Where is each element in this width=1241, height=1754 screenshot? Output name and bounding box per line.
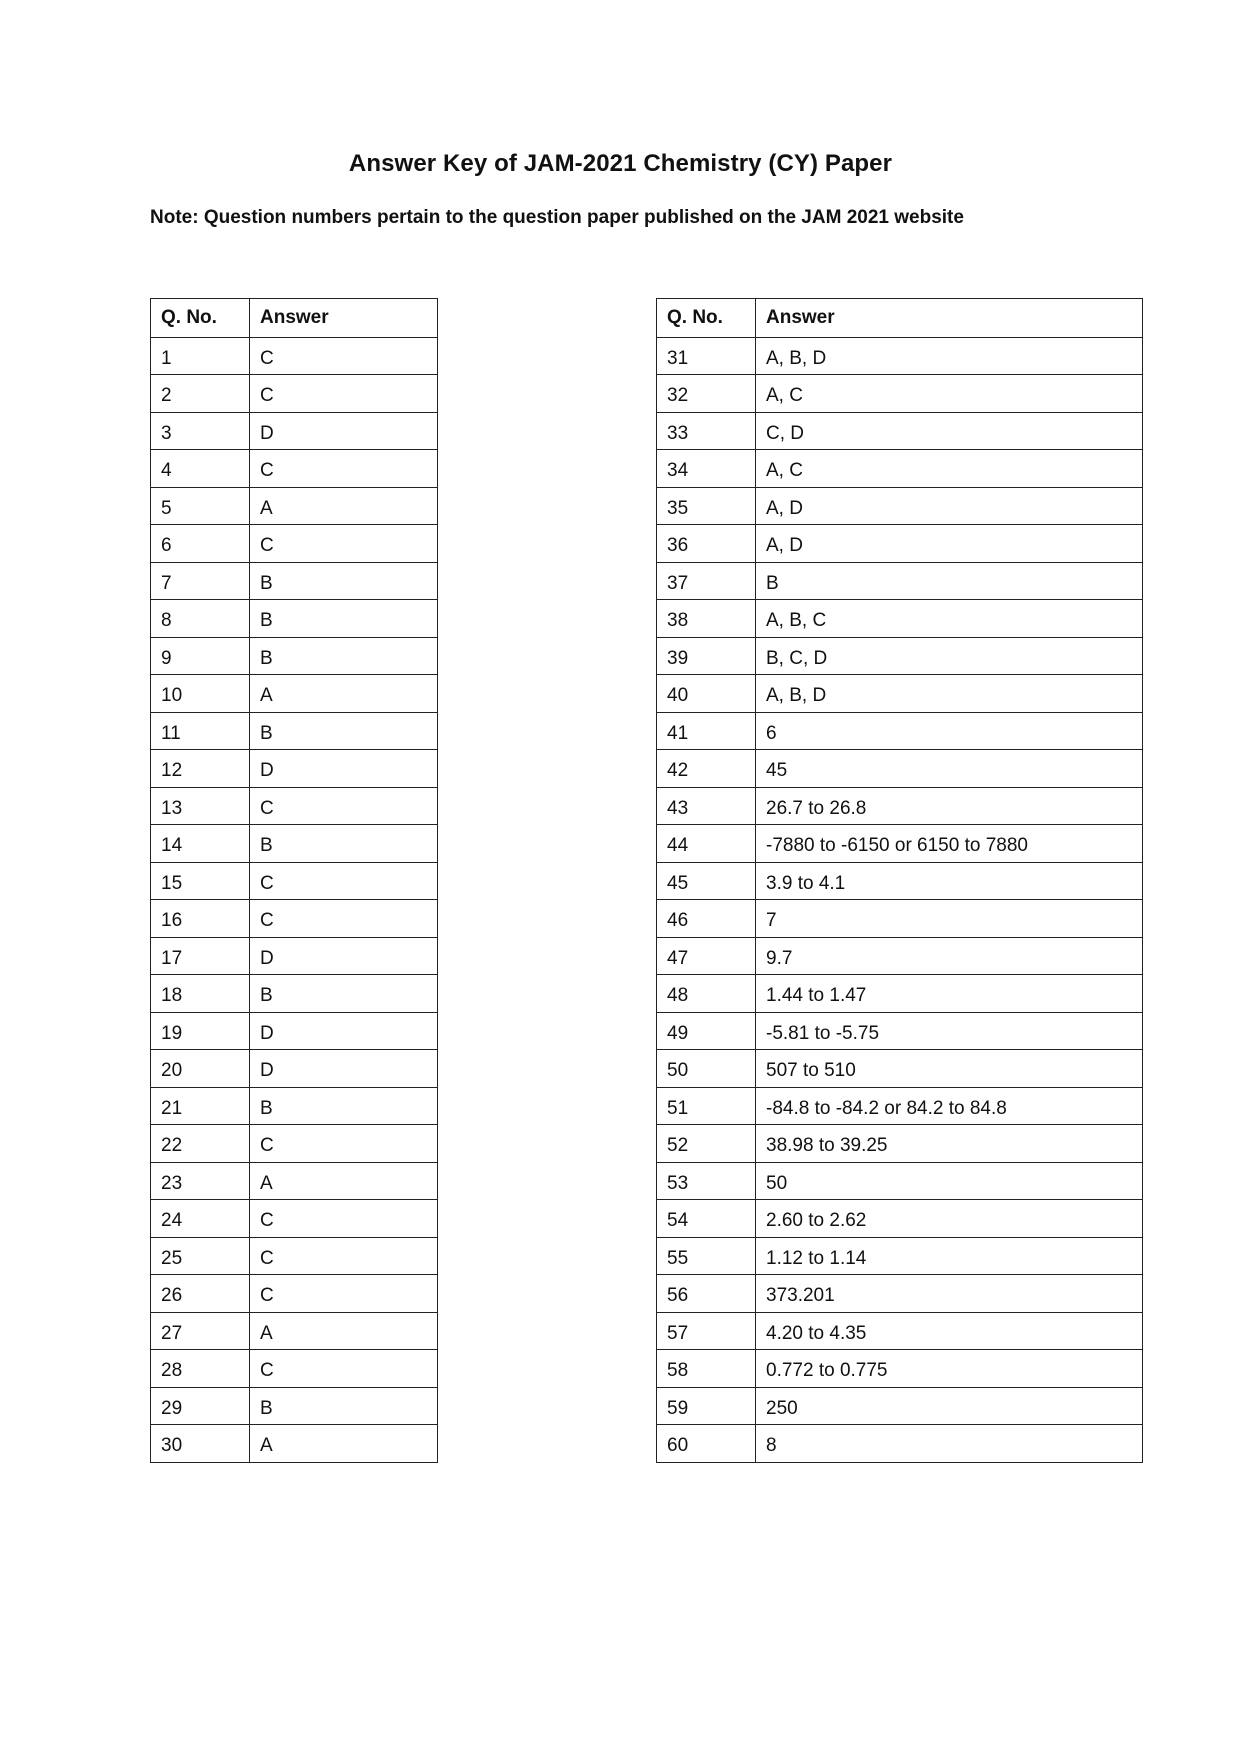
- table-row: [151, 1312, 438, 1350]
- table-row: [151, 450, 438, 488]
- question-number: 53: [657, 1162, 756, 1200]
- question-number: 52: [657, 1125, 756, 1163]
- question-number: 36: [657, 525, 756, 563]
- question-number: 42: [657, 750, 756, 788]
- answer-table-right: [656, 298, 1143, 1463]
- answer-value: C: [250, 1200, 438, 1238]
- question-number: 46: [657, 900, 756, 938]
- answer-value: B: [250, 637, 438, 675]
- table-row: [657, 975, 1143, 1013]
- table-row: [151, 750, 438, 788]
- answer-value: 250: [756, 1387, 1143, 1425]
- table-row: [151, 375, 438, 413]
- answer-value: 2.60 to 2.62: [756, 1200, 1143, 1238]
- answer-value: A, C: [756, 450, 1143, 488]
- answer-value: A, B, D: [756, 337, 1143, 375]
- table-row: [657, 675, 1143, 713]
- answer-value: A, D: [756, 525, 1143, 563]
- table-row: [657, 750, 1143, 788]
- answer-value: C: [250, 1275, 438, 1313]
- answer-value: -7880 to -6150 or 6150 to 7880: [756, 825, 1143, 863]
- answer-value: 45: [756, 750, 1143, 788]
- question-number: 48: [657, 975, 756, 1013]
- question-number: 25: [151, 1237, 250, 1275]
- table-row: [151, 412, 438, 450]
- question-number: 37: [657, 562, 756, 600]
- answer-value: C: [250, 862, 438, 900]
- table-row: [151, 937, 438, 975]
- question-number: 22: [151, 1125, 250, 1163]
- table-row: [151, 1387, 438, 1425]
- table-row: [657, 1050, 1143, 1088]
- table-row: [657, 412, 1143, 450]
- table-row: [151, 675, 438, 713]
- table-row: [151, 1425, 438, 1463]
- answer-value: D: [250, 1012, 438, 1050]
- table-row: [151, 1275, 438, 1313]
- table-row: [151, 1200, 438, 1238]
- answer-value: B: [250, 712, 438, 750]
- table-row: [151, 1087, 438, 1125]
- answer-value: B: [250, 1087, 438, 1125]
- header-qno: Q. No.: [657, 299, 756, 338]
- table-row: [657, 1275, 1143, 1313]
- question-number: 12: [151, 750, 250, 788]
- answer-value: A: [250, 1312, 438, 1350]
- header-answer: Answer: [250, 299, 438, 338]
- answer-value: B: [250, 1387, 438, 1425]
- answer-value: 4.20 to 4.35: [756, 1312, 1143, 1350]
- question-number: 59: [657, 1387, 756, 1425]
- answer-table-left: [150, 298, 438, 1463]
- answer-value: A, D: [756, 487, 1143, 525]
- question-number: 58: [657, 1350, 756, 1388]
- question-number: 34: [657, 450, 756, 488]
- answer-value: C: [250, 900, 438, 938]
- answer-value: C: [250, 337, 438, 375]
- question-number: 19: [151, 1012, 250, 1050]
- table-row: [151, 825, 438, 863]
- table-row: [151, 712, 438, 750]
- question-number: 30: [151, 1425, 250, 1463]
- question-number: 24: [151, 1200, 250, 1238]
- table-row: [151, 487, 438, 525]
- question-number: 6: [151, 525, 250, 563]
- question-number: 47: [657, 937, 756, 975]
- answer-value: 26.7 to 26.8: [756, 787, 1143, 825]
- question-number: 11: [151, 712, 250, 750]
- question-number: 60: [657, 1425, 756, 1463]
- answer-value: C: [250, 450, 438, 488]
- question-number: 57: [657, 1312, 756, 1350]
- answer-value: 3.9 to 4.1: [756, 862, 1143, 900]
- table-row: [657, 937, 1143, 975]
- header-qno: Q. No.: [151, 299, 250, 338]
- answer-value: 0.772 to 0.775: [756, 1350, 1143, 1388]
- question-number: 38: [657, 600, 756, 638]
- table-row: [657, 1087, 1143, 1125]
- answer-value: D: [250, 412, 438, 450]
- question-number: 8: [151, 600, 250, 638]
- answer-value: -84.8 to -84.2 or 84.2 to 84.8: [756, 1087, 1143, 1125]
- question-number: 43: [657, 787, 756, 825]
- question-number: 28: [151, 1350, 250, 1388]
- table-row: [151, 1162, 438, 1200]
- answer-value: A: [250, 1425, 438, 1463]
- answer-value: 373.201: [756, 1275, 1143, 1313]
- question-number: 16: [151, 900, 250, 938]
- table-row: [657, 900, 1143, 938]
- answer-value: 50: [756, 1162, 1143, 1200]
- question-number: 44: [657, 825, 756, 863]
- table-row: [657, 1387, 1143, 1425]
- table-row: [657, 1350, 1143, 1388]
- question-number: 21: [151, 1087, 250, 1125]
- answer-value: D: [250, 1050, 438, 1088]
- question-number: 15: [151, 862, 250, 900]
- table-row: [657, 1200, 1143, 1238]
- table-row: [657, 375, 1143, 413]
- table-row: [151, 1237, 438, 1275]
- question-number: 3: [151, 412, 250, 450]
- question-number: 56: [657, 1275, 756, 1313]
- answer-value: A, B, D: [756, 675, 1143, 713]
- question-number: 9: [151, 637, 250, 675]
- answer-value: D: [250, 750, 438, 788]
- question-number: 40: [657, 675, 756, 713]
- answer-value: 6: [756, 712, 1143, 750]
- question-number: 13: [151, 787, 250, 825]
- answer-value: C: [250, 787, 438, 825]
- table-row: [657, 712, 1143, 750]
- answer-value: C: [250, 1350, 438, 1388]
- table-row: [151, 975, 438, 1013]
- question-number: 45: [657, 862, 756, 900]
- question-number: 20: [151, 1050, 250, 1088]
- table-row: [151, 862, 438, 900]
- question-number: 18: [151, 975, 250, 1013]
- table-row: [657, 1012, 1143, 1050]
- table-row: [151, 600, 438, 638]
- question-number: 29: [151, 1387, 250, 1425]
- answer-value: 507 to 510: [756, 1050, 1143, 1088]
- question-number: 5: [151, 487, 250, 525]
- question-number: 50: [657, 1050, 756, 1088]
- question-number: 51: [657, 1087, 756, 1125]
- answer-value: B: [250, 600, 438, 638]
- answer-value: 9.7: [756, 937, 1143, 975]
- table-row: [657, 450, 1143, 488]
- table-row: [657, 1237, 1143, 1275]
- question-number: 35: [657, 487, 756, 525]
- question-number: 2: [151, 375, 250, 413]
- table-row: [657, 1125, 1143, 1163]
- header-answer: Answer: [756, 299, 1143, 338]
- table-header-row: [151, 299, 438, 338]
- question-number: 4: [151, 450, 250, 488]
- answer-value: A, B, C: [756, 600, 1143, 638]
- table-row: [151, 1050, 438, 1088]
- question-number: 23: [151, 1162, 250, 1200]
- answer-value: A, C: [756, 375, 1143, 413]
- question-number: 26: [151, 1275, 250, 1313]
- answer-value: B: [250, 975, 438, 1013]
- answer-value: A: [250, 487, 438, 525]
- note-text: Note: Question numbers pertain to the question paper published on the JAM 2021 website: [150, 207, 964, 228]
- answer-value: C, D: [756, 412, 1143, 450]
- table-row: [657, 825, 1143, 863]
- question-number: 54: [657, 1200, 756, 1238]
- table-header-row: [657, 299, 1143, 338]
- question-number: 32: [657, 375, 756, 413]
- answer-value: 1.44 to 1.47: [756, 975, 1143, 1013]
- table-row: [151, 1350, 438, 1388]
- table-row: [151, 637, 438, 675]
- table-row: [151, 525, 438, 563]
- table-row: [657, 787, 1143, 825]
- question-number: 1: [151, 337, 250, 375]
- answer-value: 8: [756, 1425, 1143, 1463]
- answer-value: B: [250, 562, 438, 600]
- answer-value: 1.12 to 1.14: [756, 1237, 1143, 1275]
- table-row: [151, 1012, 438, 1050]
- answer-value: 7: [756, 900, 1143, 938]
- question-number: 7: [151, 562, 250, 600]
- table-row: [657, 525, 1143, 563]
- answer-value: C: [250, 1125, 438, 1163]
- table-row: [151, 900, 438, 938]
- answer-value: C: [250, 525, 438, 563]
- table-row: [657, 1312, 1143, 1350]
- answer-value: D: [250, 937, 438, 975]
- answer-value: B: [250, 825, 438, 863]
- table-row: [657, 1162, 1143, 1200]
- question-number: 55: [657, 1237, 756, 1275]
- table-row: [657, 562, 1143, 600]
- question-number: 49: [657, 1012, 756, 1050]
- table-row: [657, 637, 1143, 675]
- answer-value: -5.81 to -5.75: [756, 1012, 1143, 1050]
- answer-value: C: [250, 1237, 438, 1275]
- question-number: 14: [151, 825, 250, 863]
- question-number: 39: [657, 637, 756, 675]
- answer-value: 38.98 to 39.25: [756, 1125, 1143, 1163]
- table-row: [151, 787, 438, 825]
- table-row: [657, 337, 1143, 375]
- table-row: [151, 1125, 438, 1163]
- page-title: Answer Key of JAM-2021 Chemistry (CY) Paper: [348, 150, 893, 177]
- question-number: 31: [657, 337, 756, 375]
- answer-value: B: [756, 562, 1143, 600]
- table-row: [151, 562, 438, 600]
- question-number: 17: [151, 937, 250, 975]
- answer-value: A: [250, 675, 438, 713]
- table-row: [657, 600, 1143, 638]
- question-number: 10: [151, 675, 250, 713]
- question-number: 27: [151, 1312, 250, 1350]
- table-row: [657, 1425, 1143, 1463]
- answer-value: C: [250, 375, 438, 413]
- table-row: [151, 337, 438, 375]
- answer-value: B, C, D: [756, 637, 1143, 675]
- table-row: [657, 862, 1143, 900]
- question-number: 33: [657, 412, 756, 450]
- table-row: [657, 487, 1143, 525]
- question-number: 41: [657, 712, 756, 750]
- answer-value: A: [250, 1162, 438, 1200]
